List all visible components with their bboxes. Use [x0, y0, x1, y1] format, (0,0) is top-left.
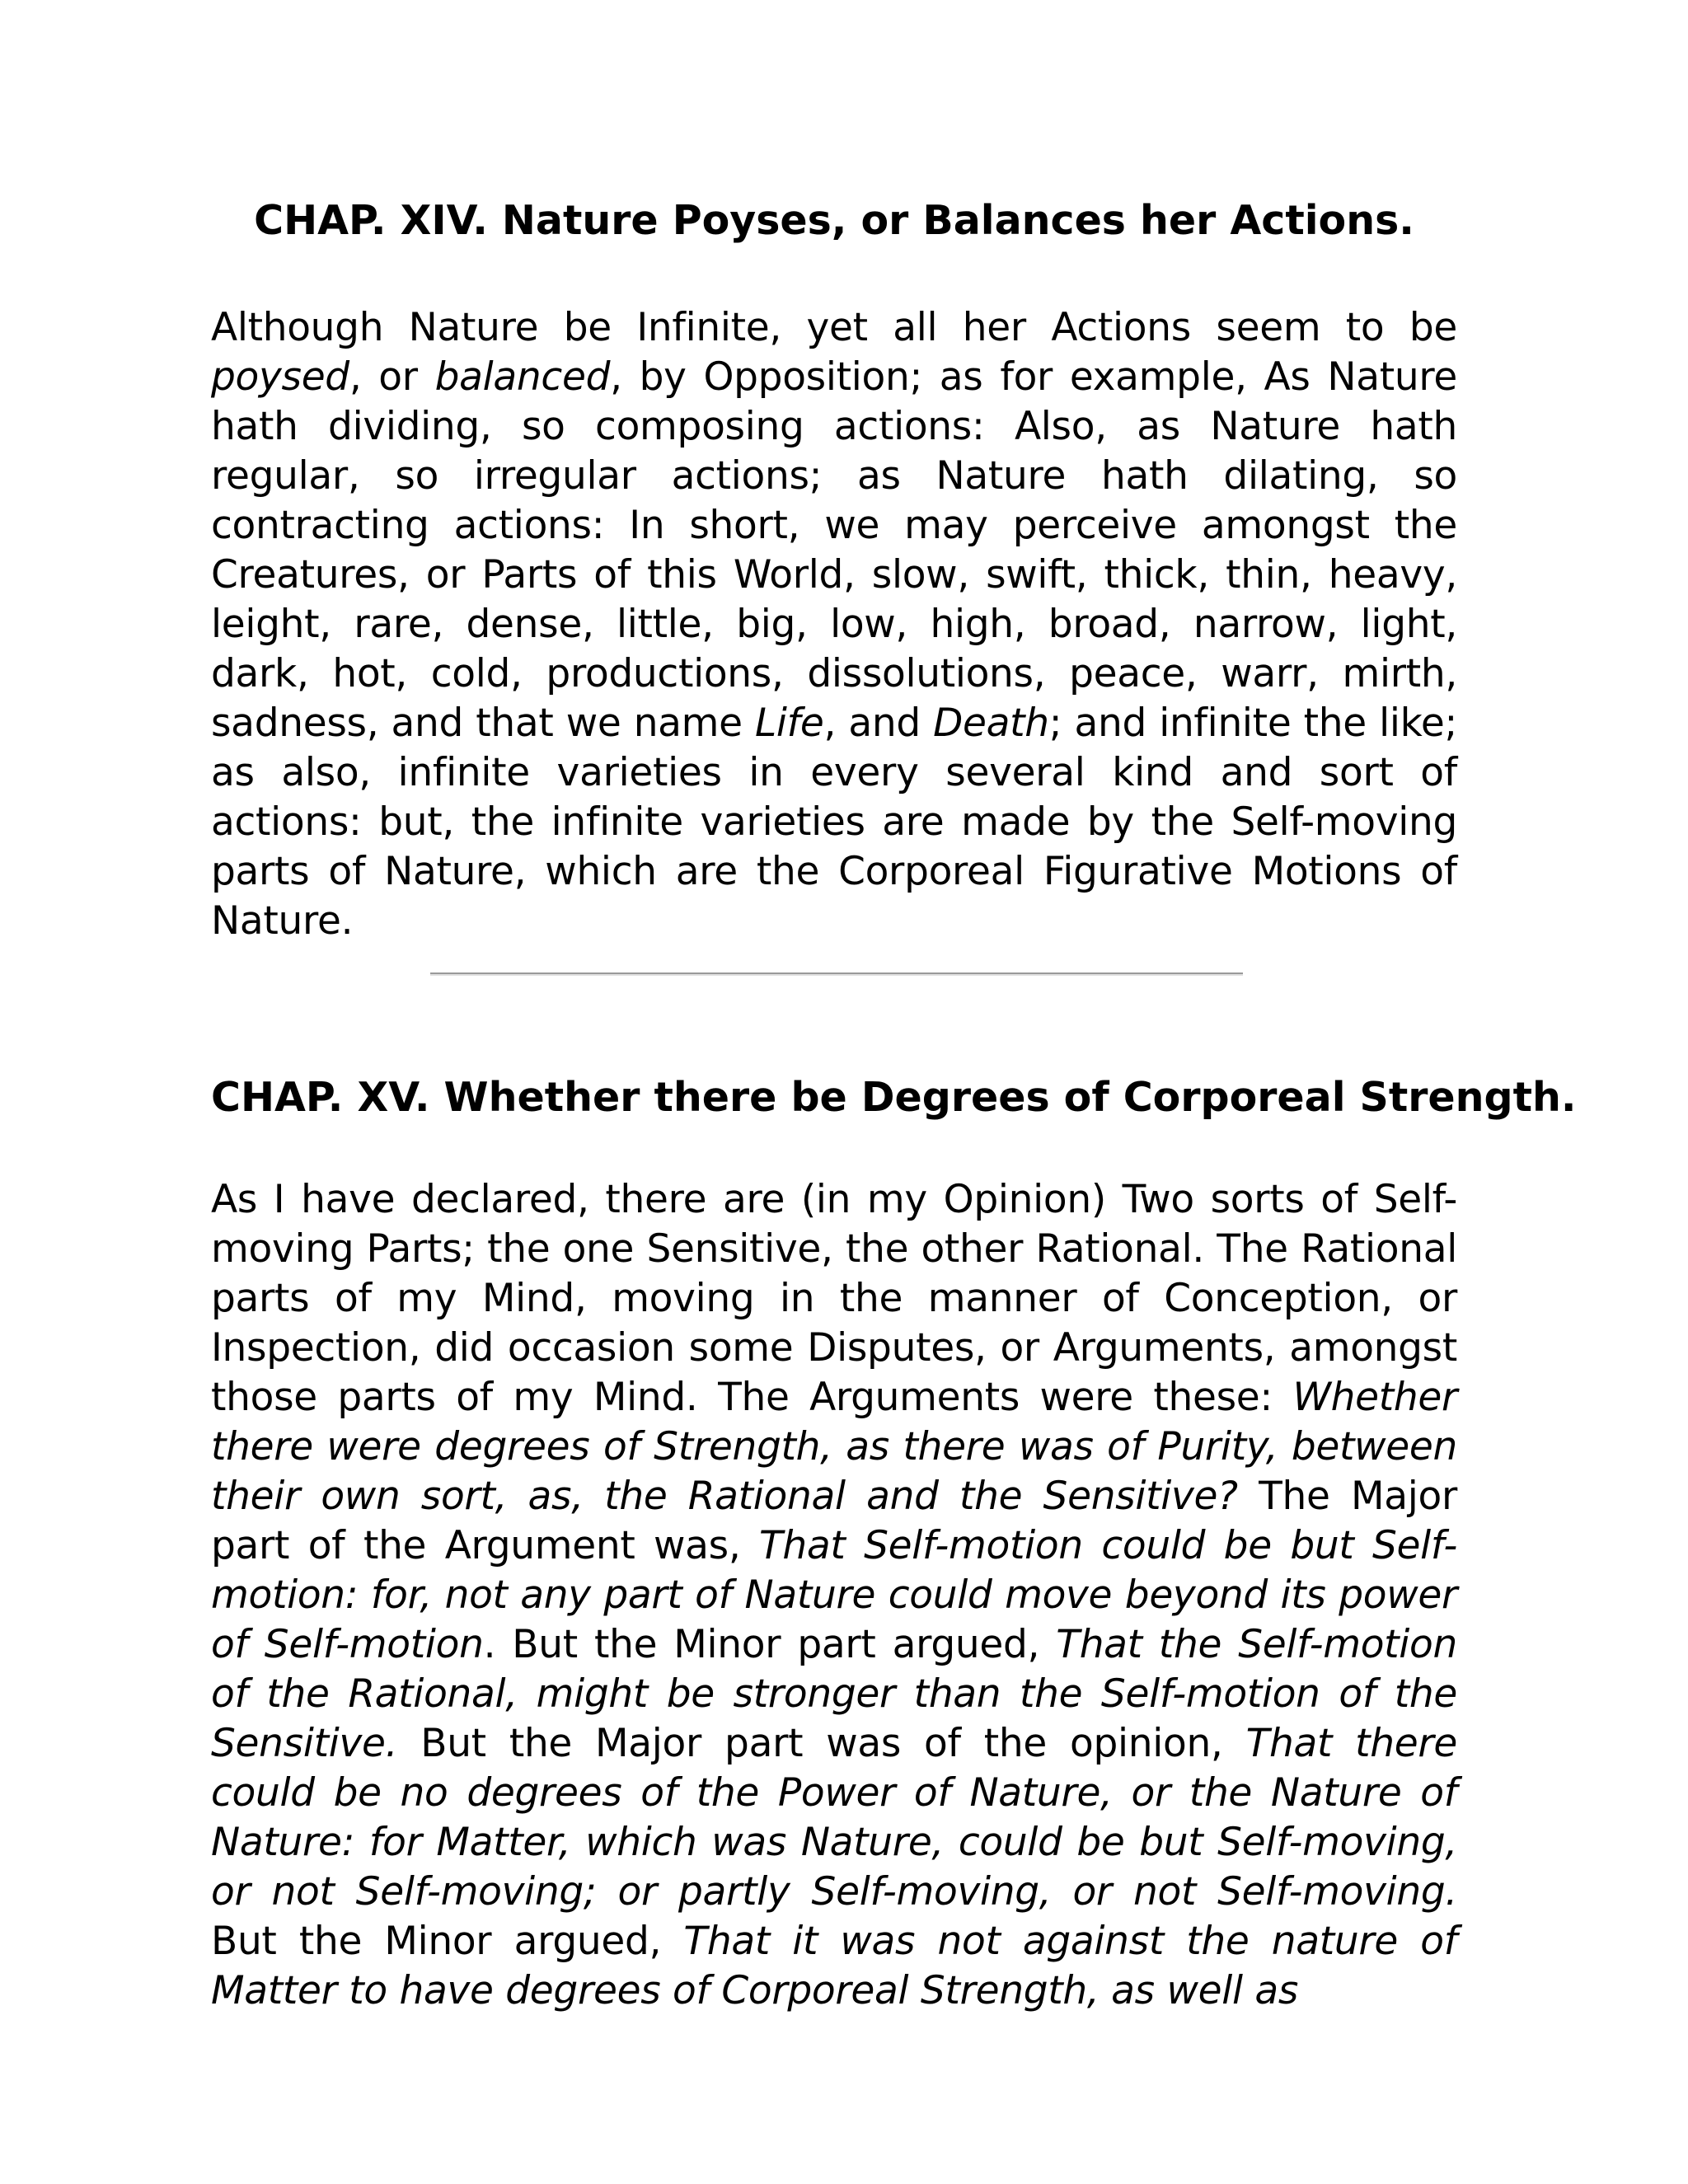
chapter-15-paragraph [211, 1175, 1457, 2016]
chapter-14-paragraph [211, 303, 1457, 946]
chapter-14-italic-1: poysed [211, 354, 349, 400]
chapter-15-italic-4: That there could be no degrees of the Power of Nature, or the Nature of Nature: for Matter, which was Nature, could be but Self-moving, or not Self-moving; or partly Self-moving, or not Self-moving. [211, 1721, 1457, 1915]
chapter-15-text-4: But the Major part was of the opinion, [397, 1721, 1246, 1766]
chapter-15-text-2: The Major part of the Argument was, [211, 1474, 1457, 1568]
chapter-15-italic-1: Whether there were degrees of Strength, as there was of Purity, between their own sort, as, the Rational and the Sensitive? [211, 1375, 1457, 1519]
chapter-15-text-5: But the Minor argued, [211, 1919, 684, 1964]
chapter-14-italic-3: Life [755, 701, 824, 746]
chapter-14-text-1: Although Nature be Infinite, yet all her Actions seem to be [211, 305, 1457, 350]
chapter-15-italic-5: That it was not against the nature of Matter to have degrees of Corporeal Strength, as well as [211, 1919, 1457, 2013]
chapter-14-text-5: ; and infinite the like; as also, infinite varieties in every several kind and sort of actions: but, the infinite varieties are made by the Self-moving parts of Nature, which are the Corporeal Figurative Motions of Nature. [211, 701, 1457, 944]
chapter-15-italic-3: That the Self-motion of the Rational, might be stronger than the Self-motion of the Sensitive. [211, 1622, 1457, 1766]
chapter-15-italic-2: That Self-motion could be but Self-motion: for, not any part of Nature could move beyond its power of Self-motion [211, 1523, 1457, 1667]
chapter-15-text-1: As I have declared, there are (in my Opinion) Two sorts of Self-moving Parts; the one Sensitive, the other Rational. The Rational parts of my Mind, moving in the manner of Conception, or Inspection, did occasion some Disputes, or Arguments, amongst those parts of my Mind. The Arguments were these: [211, 1177, 1457, 1420]
chapter-14-text-4: , and [823, 701, 934, 746]
chapter-14-italic-4: Death [933, 701, 1049, 746]
section-divider [430, 972, 1243, 976]
chapter-15-title: CHAP. XV. Whether there be Degrees of Corporeal Strength. [211, 1074, 1577, 1121]
chapter-14-italic-2: balanced [434, 354, 611, 400]
chapter-14-text-3: , by Opposition; as for example, As Nature hath dividing, so composing actions: Also, as Nature hath regular, so irregular actions; as Nature hath dilating, so contracting actions: In short, we may perceive amongst the Creatures, or Parts of this World, slow, swift, thick, thin, heavy, leight, rare, dense, little, big, low, high, broad, narrow, light, dark, hot, cold, productions, dissolutions, peace, warr, mirth, sadness, and that we name [211, 354, 1457, 746]
chapter-14-title: CHAP. XIV. Nature Poyses, or Balances her Actions. [254, 197, 1414, 244]
chapter-15-text-3: . But the Minor part argued, [483, 1622, 1057, 1667]
chapter-14-text-2: , or [349, 354, 435, 400]
